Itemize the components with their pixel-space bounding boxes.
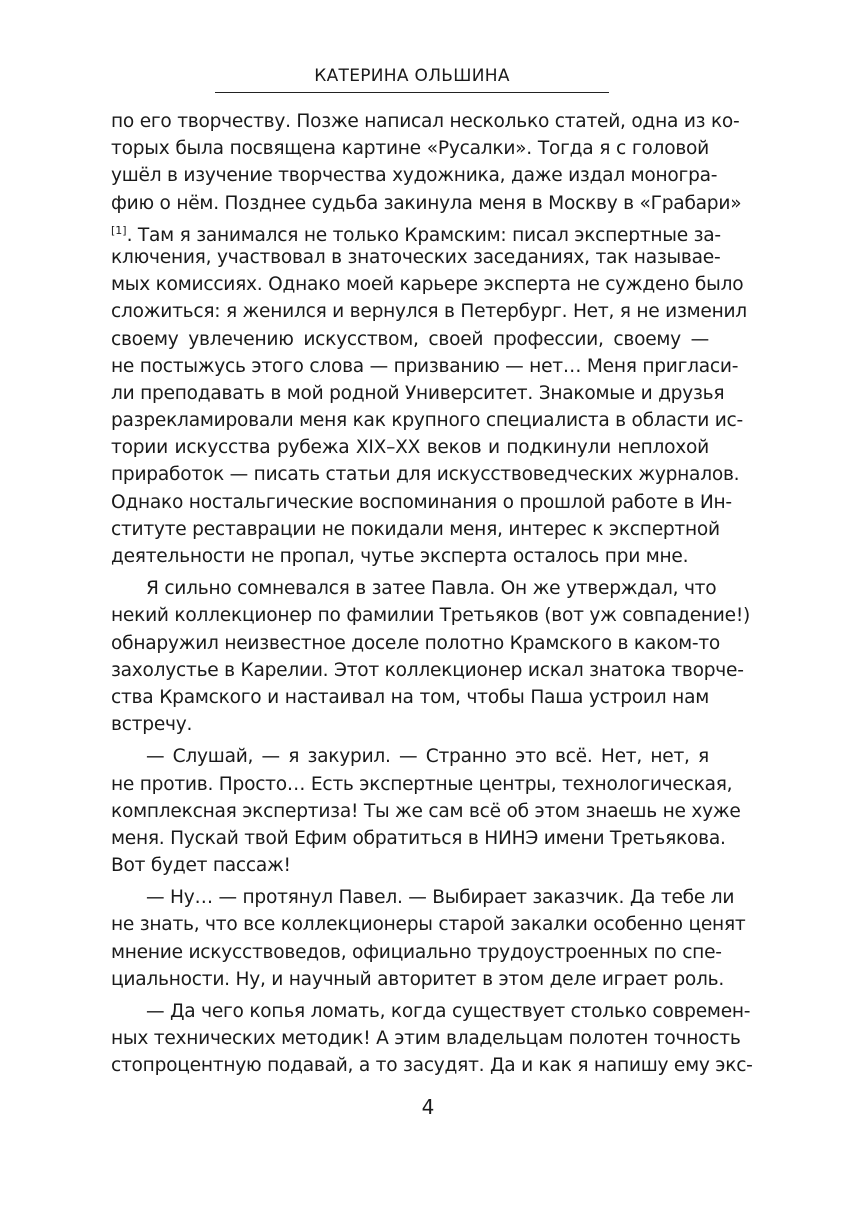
text-line: ключения, участвовал в знаточеских заседаниях, так называе- [111,246,721,268]
footnote-marker: [1] [111,223,127,237]
text-line: деятельности не пропал, чутье эксперта осталось при мне. [111,546,689,567]
text-line: мнение искусствоведов, официально трудоустроенных по спе- [111,941,722,963]
text-line: по его творчеству. Позже написал несколько статей, одна из ко- [111,111,740,132]
text-line: мых комиссиях. Однако моей карьере эксперта не суждено было [111,274,744,296]
text-line: фию о нём. Позднее судьба закинула меня в Москву в «Грабари» [111,192,742,214]
text-line: разрекламировали меня как крупного специалиста в области ис- [111,410,743,432]
text-line: ституте реставрации не покидали меня, интерес к экспертной [111,518,720,540]
text-line: стопроцентную подавай, а то засудят. Да и как я напишу ему экс- [111,1055,753,1077]
text-line: Однако ностальгические воспоминания о прошлой работе в Ин- [111,491,732,513]
text-line: — Да чего копья ломать, когда существует столько современ- [146,1001,751,1022]
text-line: торых была посвящена картине «Русалки». Тогда я с головой [111,138,709,160]
text-line: меня. Пускай твой Ефим обратиться в НИНЭ имени Третьякова. [111,827,726,849]
text-line: не постыжусь этого слова — призванию — нет… Меня пригласи- [111,355,739,377]
text-line: циальности. Ну, и научный авторитет в этом деле играет роль. [111,968,725,990]
text-line: некий коллекционер по фамилии Третьяков (вот уж совпадение!) [111,605,751,627]
text-line: комплексная экспертиза! Ты же сам всё об этом знаешь не хуже [111,800,741,822]
page-body [111,108,753,1080]
text-line: Я сильно сомневался в затее Павла. Он же утверждал, что [146,578,717,600]
text-line: ных технических методик! А этим владельцам полотен точность [111,1028,741,1050]
text-line: Вот будет пассаж! [111,855,291,877]
text-line: не против. Просто… Есть экспертные центры, технологическая, [111,773,733,795]
paragraph-4 [111,884,746,993]
text-line: тории искусства рубежа XIX–XX веков и подкинули неплохой [111,437,709,459]
text-line: — Слушай, — я закурил. — Странно это всё. Нет, нет, я [146,746,709,768]
text-line: ли преподавать в мой родной Университет. Знакомые и друзья [111,382,725,404]
text-line: — Ну… — протянул Павел. — Выбирает заказчик. Да тебе ли [146,887,735,909]
paragraph-2 [111,575,751,738]
text-line-footnote: [1]. Там я занимался не только Крамским: писал экспертные за- [111,223,721,246]
text-line: не знать, что все коллекционеры старой закалки особенно ценят [111,914,746,936]
text-line: ушёл в изучение творчества художника, даже издал моногра- [111,165,718,187]
text-line: приработок — писать статьи для искусствоведческих журналов. [111,464,740,486]
text-line: сложиться: я женился и вернулся в Петербург. Нет, я не изменил [111,301,747,323]
text-line: своему увлечению искусством, своей профессии, своему — [111,328,709,350]
text-line: захолустье в Карелии. Этот коллекционер искал знатока творче- [111,659,744,681]
running-title: КАТЕРИНА ОЛЬШИНА [314,66,510,86]
header-rule [215,92,609,93]
text-line: встречу. [111,714,193,736]
page-number: 4 [421,1095,435,1119]
text-line: обнаружил неизвестное доселе полотно Крамского в каком-то [111,632,721,654]
paragraph-3 [111,743,741,879]
paragraph-1 [111,108,747,570]
paragraph-5 [111,998,753,1080]
text-line: ства Крамского и настаивал на том, чтобы Паша устроил нам [111,686,709,708]
